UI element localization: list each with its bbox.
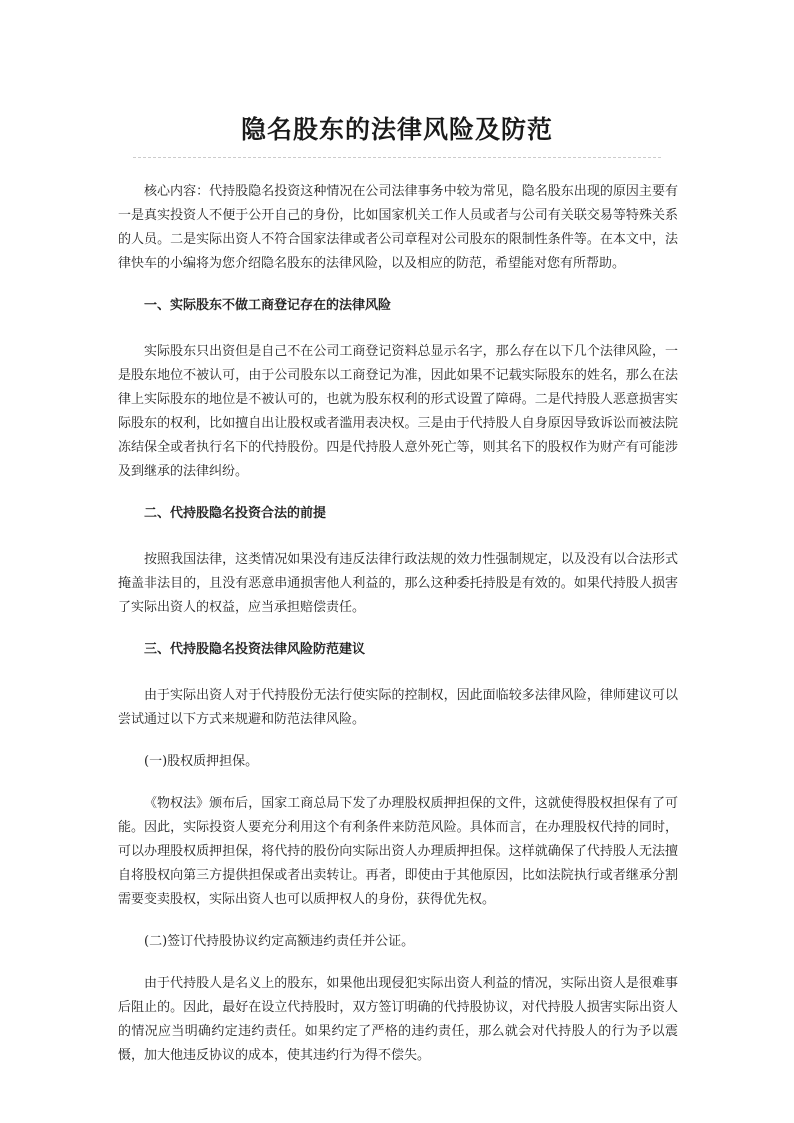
- document-body: [118, 180, 678, 1086]
- section-1-paragraph: 实际股东只出资但是自己不在公司工商登记资料总显示名字，那么存在以下几个法律风险，一是股东地位不被认可，由于公司股东以工商登记为准，因此如果不记载实际股东的姓名，那么在法律上实际股东的地位是不被认可的，也就为股东权利的形式设置了障碍。二是代持股人恶意损害实际股东的权利，比如擅自出让股权或者滥用表决权。三是由于代持股人自身原因导致诉讼而被法院冻结保全或者执行名下的代持股份。四是代持股人意外死亡等，则其名下的股权作为财产有可能涉及到继承的法律纠纷。: [118, 344, 678, 479]
- intro-paragraph: 核心内容：代持股隐名投资这种情况在公司法律事务中较为常见，隐名股东出现的原因主要有一是真实投资人不便于公开自己的身份，比如国家机关工作人员或者与公司有关联交易等特殊关系的人员。二是实际出资人不符合国家法律或者公司章程对公司股东的限制性条件等。在本文中，法律快车的小编将为您介绍隐名股东的法律风险，以及相应的防范，希望能对您有所帮助。: [118, 184, 678, 271]
- document-title: 隐名股东的法律风险及防范: [240, 115, 553, 144]
- section-3-heading: 三、代持股隐名投资法律风险防范建议: [144, 642, 366, 657]
- section-1-heading: 一、实际股东不做工商登记存在的法律风险: [144, 298, 392, 313]
- measure-1-label: (一)股权质押担保。: [144, 754, 259, 769]
- title-divider: [133, 157, 661, 158]
- section-2-heading: 二、代持股隐名投资合法的前提: [144, 506, 327, 521]
- measure-2-paragraph: 由于代持股人是名义上的股东，如果他出现侵犯实际出资人利益的情况，实际出资人是很难事后阻止的。因此，最好在设立代持股时，双方签订明确的代持股协议，对代持股人损害实际出资人的情况应当明确约定违约责任。如果约定了严格的违约责任，那么就会对代持股人的行为予以震慑，加大他违反协议的成本，使其违约行为得不偿失。: [118, 976, 678, 1063]
- section-2-paragraph: 按照我国法律，这类情况如果没有违反法律行政法规的效力性强制规定，以及没有以合法形式掩盖非法目的，且没有恶意串通损害他人利益的，那么这种委托持股是有效的。如果代持股人损害了实际出资人的权益，应当承担赔偿责任。: [118, 552, 678, 615]
- measure-2-label: (二)签订代持股协议约定高额违约责任并公证。: [144, 934, 415, 949]
- measure-1-paragraph: 《物权法》颁布后，国家工商总局下发了办理股权质押担保的文件，这就使得股权担保有了可能。因此，实际投资人要充分利用这个有利条件来防范风险。具体而言，在办理股权代持的同时，可以办理股权质押担保，将代持的股份向实际出资人办理质押担保。这样就确保了代持股人无法擅自将股权向第三方提供担保或者出卖转让。再者，即使由于其他原因，比如法院执行或者继承分割需要变卖股权，实际出资人也可以质押权人的身份，获得优先权。: [118, 796, 678, 907]
- section-3-paragraph: 由于实际出资人对于代持股份无法行使实际的控制权，因此面临较多法律风险，律师建议可以尝试通过以下方式来规避和防范法律风险。: [118, 688, 678, 727]
